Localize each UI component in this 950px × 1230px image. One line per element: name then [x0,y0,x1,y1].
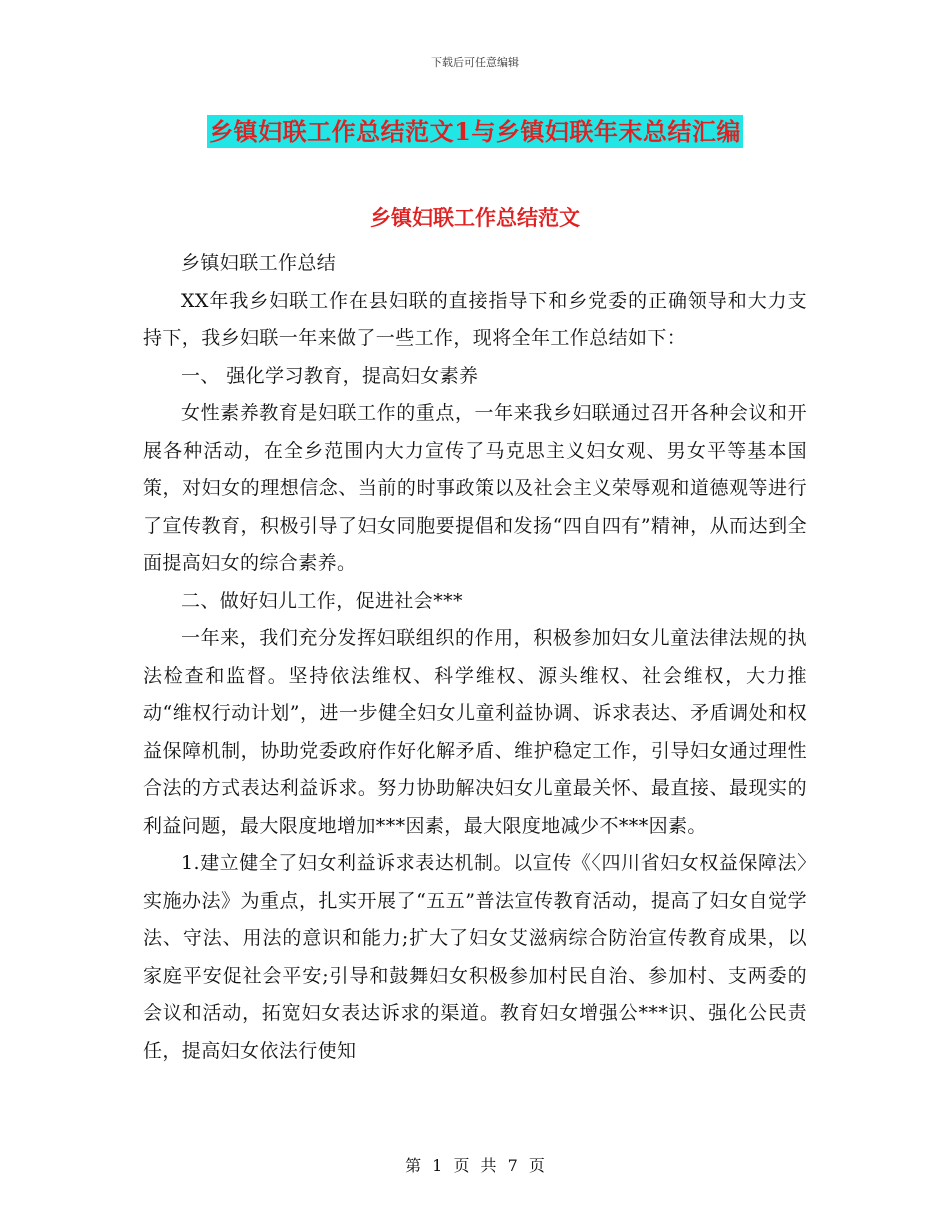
page-footer: 第 1 页 共 7 页 [405,1156,545,1175]
document-title-text: 乡镇妇联工作总结范文1与乡镇妇联年末总结汇编 [209,117,741,146]
paragraph-section-1-body: 女性素养教育是妇联工作的重点，一年来我乡妇联通过召开各种会议和开展各种活动，在全乡范围内大力宣传了马克思主义妇女观、男女平等基本国策，对妇女的理想信念、当前的时事政策以及社会主义荣辱观和道德观等进行了宣传教育，积极引导了妇女同胞要提倡和发扬“四自四有”精神，从而达到全面提高妇女的综合素养。 [143,402,807,574]
header-note: 下载后可任意编辑 [431,56,519,69]
paragraph-section-2-heading: 二、做好妇儿工作，促进社会*** [181,589,463,612]
paragraph-intro: XX年我乡妇联工作在县妇联的直接指导下和乡党委的正确领导和大力支持下，我乡妇联一年来做了一些工作，现将全年工作总结如下： [143,289,807,349]
paragraph-section-2-body: 一年来，我们充分发挥妇联组织的作用，积极参加妇女儿童法律法规的执法检查和监督。坚持依法维权、科学维权、源头维权、社会维权，大力推动“维权行动计划”，进一步健全妇女儿童利益协调、诉求表达、矛盾调处和权益保障机制，协助党委政府作好化解矛盾、维护稳定工作，引导妇女通过理性合法的方式表达利益诉求。努力协助解决妇女儿童最关怀、最直接、最现实的利益问题，最大限度地增加***因素，最大限度地减少不***因素。 [143,627,807,837]
paragraph-item-1: 1.建立健全了妇女利益诉求表达机制。以宣传《〈四川省妇女权益保障法〉实施办法》为重点，扎实开展了“五五”普法宣传教育活动，提高了妇女自觉学法、守法、用法的意识和能力;扩大了妇女艾滋病综合防治宣传教育成果，以家庭平安促社会平安;引导和鼓舞妇女积极参加村民自治、参加村、支两委的会议和活动，拓宽妇女表达诉求的渠道。教育妇女增强公***识、强化公民责任，提高妇女依法行使知 [143,852,807,1062]
paragraph-section-1-heading: 一、 强化学习教育，提高妇女素养 [181,364,479,387]
section-title: 乡镇妇联工作总结范文 [370,205,580,230]
document-body [143,245,807,1070]
document-title [0,112,950,147]
paragraph-heading: 乡镇妇联工作总结 [181,252,337,274]
